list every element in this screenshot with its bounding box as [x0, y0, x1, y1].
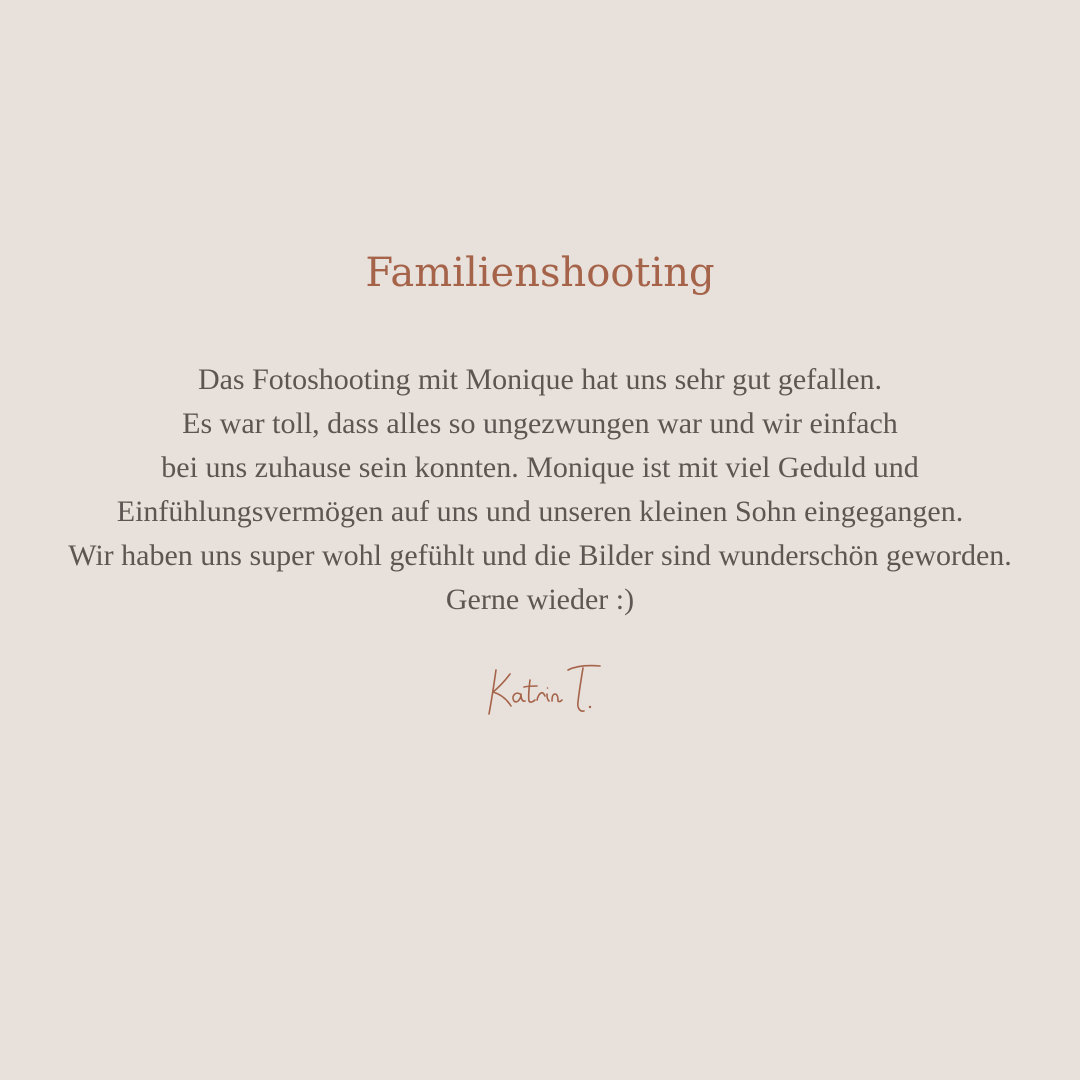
testimonial-line: Es war toll, dass alles so ungezwungen war und wir einfach	[182, 407, 898, 440]
testimonial-line: Einfühlungsvermögen auf uns und unseren kleinen Sohn eingegangen.	[116, 495, 964, 528]
testimonial-line: bei uns zuhause sein konnten. Monique ist mit viel Geduld und	[161, 451, 919, 484]
testimonial-line: Gerne wieder :)	[445, 583, 635, 616]
testimonial-line: Wir haben uns super wohl gefühlt und die Bilder sind wunderschön geworden.	[68, 539, 1012, 572]
signature-image	[480, 656, 610, 722]
testimonial-text	[0, 358, 1080, 622]
signature	[480, 656, 610, 722]
testimonial-line: Das Fotoshooting mit Monique hat uns sehr gut gefallen.	[197, 363, 883, 396]
page-title: Familienshooting	[365, 250, 715, 296]
